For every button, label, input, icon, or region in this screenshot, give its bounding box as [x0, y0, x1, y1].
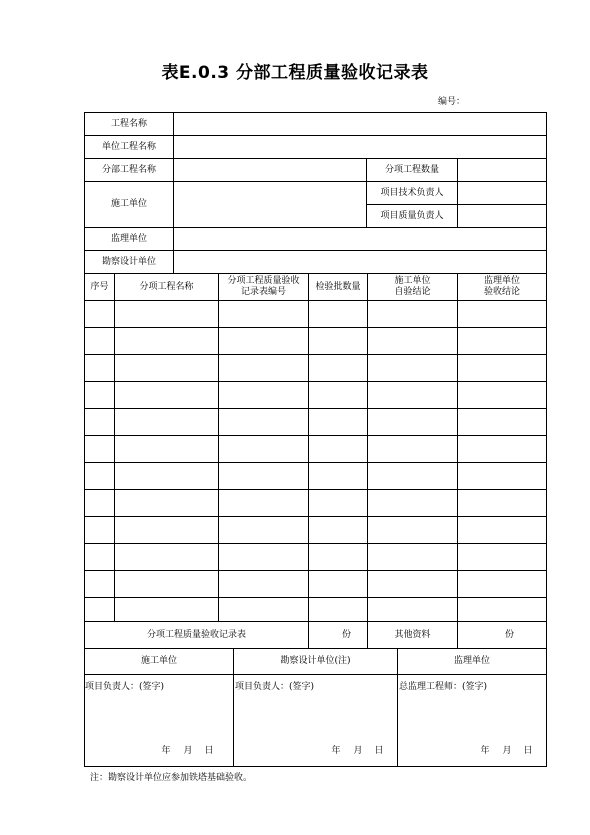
- header-batch-count: 检验批数量: [315, 281, 361, 292]
- field-project-tech-lead[interactable]: [458, 182, 546, 204]
- label-construction-unit: 施工单位: [110, 199, 147, 209]
- field-unit-project-name[interactable]: [174, 136, 546, 158]
- header-supervision-conclusion: [458, 274, 546, 300]
- field-project-name[interactable]: [174, 113, 546, 135]
- construction-date-month: 月: [183, 745, 193, 756]
- field-survey-design-unit[interactable]: [174, 251, 546, 273]
- summary-copies-1: 份: [341, 629, 351, 640]
- label-survey-design-unit: 勘察设计单位: [101, 256, 156, 267]
- sign-header-supervision: 监理单位: [453, 656, 490, 666]
- label-subitem-count: 分项工程数量: [384, 164, 439, 175]
- summary-copies-2: 份: [504, 629, 514, 640]
- survey-date-year: 年: [331, 745, 341, 756]
- field-supervision-unit[interactable]: [174, 228, 546, 250]
- footnote: 注：勘察设计单位应参加铁塔基础验收。: [90, 773, 253, 783]
- header-self-check: [368, 274, 457, 300]
- sign-header-survey-design: 勘察设计单位(注): [280, 656, 351, 666]
- header-seq: 序号: [90, 281, 109, 292]
- supervision-date-month: 月: [502, 745, 512, 756]
- label-supervision-unit: 监理单位: [110, 233, 147, 244]
- field-subdivision-name[interactable]: [174, 159, 366, 181]
- supervision-date-day: 日: [523, 745, 533, 756]
- header-record-no: [219, 274, 308, 300]
- supervision-date-year: 年: [480, 745, 490, 756]
- survey-date-day: 日: [374, 745, 384, 756]
- survey-sign-field[interactable]: 项目负责人：(签字): [235, 681, 315, 692]
- page-title: 表E.0.3 分部工程质量验收记录表: [161, 63, 429, 83]
- header-supervision-line1: 监理单位: [483, 276, 520, 286]
- label-project-tech-lead: 项目技术负责人: [380, 187, 444, 198]
- label-project-name: 工程名称: [110, 118, 147, 129]
- header-record-no-line1: 分项工程质量验收: [227, 276, 300, 286]
- header-subitem-name: 分项工程名称: [139, 281, 194, 292]
- header-record-no-line2: 记录表编号: [240, 287, 286, 297]
- construction-date-year: 年: [161, 745, 171, 756]
- sign-header-construction: 施工单位: [140, 656, 177, 666]
- construction-date-day: 日: [204, 745, 214, 756]
- header-supervision-line2: 验收结论: [483, 287, 520, 297]
- header-self-check-line1: 施工单位: [394, 276, 431, 286]
- summary-other-docs: 其他资料: [394, 629, 431, 640]
- construction-sign-field[interactable]: 项目负责人：(签字): [85, 681, 165, 692]
- summary-records-label: 分项工程质量验收记录表: [146, 629, 246, 640]
- field-subitem-count[interactable]: [458, 159, 546, 181]
- header-self-check-line2: 自验结论: [394, 287, 431, 297]
- field-project-quality-lead[interactable]: [458, 205, 546, 227]
- code-label: 编号：: [438, 97, 466, 107]
- label-subdivision-name: 分部工程名称: [101, 164, 156, 175]
- label-unit-project-name: 单位工程名称: [101, 141, 156, 152]
- survey-date-month: 月: [353, 745, 363, 756]
- field-construction-unit[interactable]: [174, 182, 366, 227]
- label-project-quality-lead: 项目质量负责人: [380, 210, 444, 221]
- supervision-sign-field[interactable]: 总监理工程师：(签字): [399, 681, 488, 692]
